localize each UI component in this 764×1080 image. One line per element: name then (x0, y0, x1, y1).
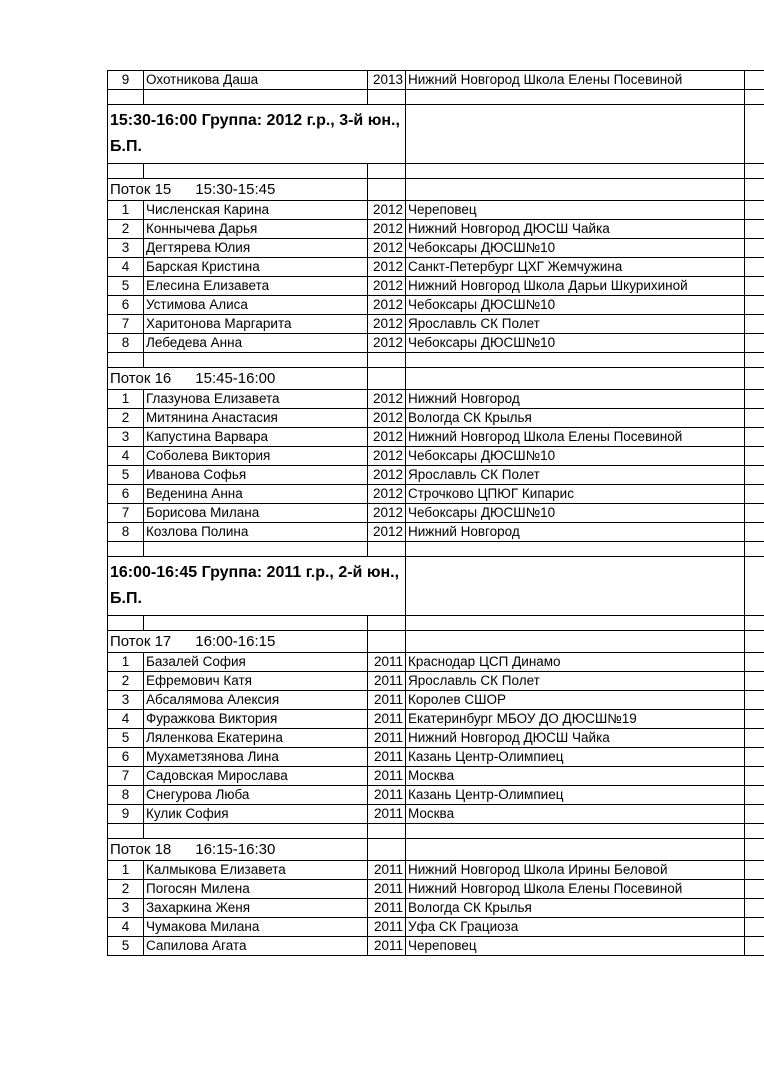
empty-cell (368, 824, 406, 839)
empty-cell (745, 315, 764, 334)
club-name: Краснодар ЦСП Динамо (406, 653, 745, 672)
athlete-name: Глазунова Елизавета (144, 390, 368, 409)
athlete-name: Козлова Полина (144, 523, 368, 542)
table-row (108, 409, 764, 428)
club-name: Екатеринбург МБОУ ДО ДЮСШ№19 (406, 710, 745, 729)
birth-year: 2012 (368, 334, 406, 353)
athlete-name: Барская Кристина (144, 258, 368, 277)
empty-cell (144, 164, 368, 179)
table-row (108, 899, 764, 918)
birth-year: 2012 (368, 296, 406, 315)
empty-cell (368, 839, 406, 861)
athlete-name: Лебедева Анна (144, 334, 368, 353)
athlete-name: Ляленкова Екатерина (144, 729, 368, 748)
row-number: 4 (108, 710, 144, 729)
row-number: 2 (108, 409, 144, 428)
athlete-name: Ефремович Катя (144, 672, 368, 691)
table-row (108, 937, 764, 956)
empty-cell (745, 258, 764, 277)
stream-time: 16:00-16:15 (195, 632, 276, 650)
stream-time: 15:45-16:00 (195, 369, 276, 387)
stream-header-row (108, 839, 764, 861)
empty-cell (406, 557, 745, 616)
table-row (108, 201, 764, 220)
empty-cell (108, 90, 144, 105)
birth-year: 2012 (368, 315, 406, 334)
birth-year: 2012 (368, 220, 406, 239)
empty-cell (745, 691, 764, 710)
empty-cell (745, 653, 764, 672)
empty-cell (745, 672, 764, 691)
table-row (108, 729, 764, 748)
empty-cell (144, 542, 368, 557)
spacer-row (108, 824, 764, 839)
row-number: 8 (108, 523, 144, 542)
row-number: 2 (108, 880, 144, 899)
table-row (108, 390, 764, 409)
club-name: Нижний Новгород (406, 390, 745, 409)
row-number: 4 (108, 258, 144, 277)
empty-cell (108, 616, 144, 631)
empty-cell (368, 368, 406, 390)
birth-year: 2012 (368, 390, 406, 409)
empty-cell (406, 542, 745, 557)
empty-cell (406, 616, 745, 631)
birth-year: 2011 (368, 729, 406, 748)
table-row (108, 447, 764, 466)
row-number: 1 (108, 390, 144, 409)
club-name: Москва (406, 767, 745, 786)
empty-cell (745, 277, 764, 296)
empty-cell (745, 179, 764, 201)
empty-cell (745, 557, 764, 616)
empty-cell (368, 164, 406, 179)
empty-cell (745, 824, 764, 839)
row-number: 2 (108, 672, 144, 691)
empty-cell (406, 839, 745, 861)
group-header-row (108, 105, 764, 164)
table-row (108, 277, 764, 296)
table-row (108, 258, 764, 277)
birth-year: 2011 (368, 748, 406, 767)
empty-cell (368, 542, 406, 557)
table-row (108, 918, 764, 937)
club-name: Ярославль СК Полет (406, 672, 745, 691)
club-name: Чебоксары ДЮСШ№10 (406, 334, 745, 353)
spacer-row (108, 353, 764, 368)
athlete-name: Устимова Алиса (144, 296, 368, 315)
club-name: Вологда СК Крылья (406, 409, 745, 428)
stream-header (108, 368, 368, 390)
birth-year: 2012 (368, 428, 406, 447)
athlete-name: Харитонова Маргарита (144, 315, 368, 334)
table-row (108, 296, 764, 315)
club-name: Королев СШОР (406, 691, 745, 710)
table-row (108, 523, 764, 542)
empty-cell (108, 824, 144, 839)
empty-cell (406, 90, 745, 105)
stream-header (108, 839, 368, 861)
empty-cell (368, 353, 406, 368)
row-number: 6 (108, 296, 144, 315)
empty-cell (745, 296, 764, 315)
empty-cell (745, 710, 764, 729)
empty-cell (745, 428, 764, 447)
table-row (108, 672, 764, 691)
birth-year: 2011 (368, 653, 406, 672)
club-name: Казань Центр-Олимпиец (406, 748, 745, 767)
athlete-name: Фуражкова Виктория (144, 710, 368, 729)
stream-header-row (108, 368, 764, 390)
row-number: 6 (108, 485, 144, 504)
club-name: Строчково ЦПЮГ Кипарис (406, 485, 745, 504)
row-number: 7 (108, 504, 144, 523)
row-number: 5 (108, 466, 144, 485)
club-name: Чебоксары ДЮСШ№10 (406, 447, 745, 466)
birth-year: 2012 (368, 277, 406, 296)
birth-year: 2011 (368, 805, 406, 824)
row-number: 7 (108, 315, 144, 334)
club-name: Ярославль СК Полет (406, 315, 745, 334)
stream-header-row (108, 631, 764, 653)
empty-cell (745, 353, 764, 368)
empty-cell (144, 616, 368, 631)
row-number: 1 (108, 653, 144, 672)
empty-cell (745, 616, 764, 631)
empty-cell (745, 937, 764, 956)
athlete-name: Базалей София (144, 653, 368, 672)
athlete-name: Иванова Софья (144, 466, 368, 485)
athlete-name: Численская Карина (144, 201, 368, 220)
club-name: Череповец (406, 201, 745, 220)
birth-year: 2011 (368, 786, 406, 805)
club-name: Нижний Новгород Школа Елены Посевиной (406, 428, 745, 447)
row-number: 5 (108, 937, 144, 956)
birth-year: 2012 (368, 409, 406, 428)
athlete-name: Кулик София (144, 805, 368, 824)
birth-year: 2011 (368, 672, 406, 691)
empty-cell (406, 353, 745, 368)
club-name: Казань Центр-Олимпиец (406, 786, 745, 805)
empty-cell (745, 409, 764, 428)
table-row (108, 710, 764, 729)
club-name: Нижний Новгород Школа Дарьи Шкурихиной (406, 277, 745, 296)
empty-cell (745, 105, 764, 164)
empty-cell (745, 239, 764, 258)
row-number: 8 (108, 786, 144, 805)
athlete-name: Борисова Милана (144, 504, 368, 523)
club-name: Вологда СК Крылья (406, 899, 745, 918)
table-row (108, 466, 764, 485)
empty-cell (745, 839, 764, 861)
empty-cell (745, 523, 764, 542)
birth-year: 2011 (368, 691, 406, 710)
stream-label: Поток 18 (110, 840, 172, 858)
athlete-name: Елесина Елизавета (144, 277, 368, 296)
athlete-name: Абсалямова Алексия (144, 691, 368, 710)
empty-cell (368, 90, 406, 105)
spacer-row (108, 164, 764, 179)
birth-year: 2012 (368, 447, 406, 466)
empty-cell (406, 368, 745, 390)
empty-cell (745, 767, 764, 786)
row-number: 7 (108, 767, 144, 786)
club-name: Уфа СК Грациоза (406, 918, 745, 937)
group-title: 15:30-16:00 Группа: 2012 г.р., 3-й юн., Б.П. (108, 105, 406, 164)
empty-cell (745, 220, 764, 239)
table-row (108, 334, 764, 353)
empty-cell (745, 90, 764, 105)
club-name: Нижний Новгород (406, 523, 745, 542)
stream-time: 15:30-15:45 (195, 180, 276, 198)
stream-label: Поток 17 (110, 632, 172, 650)
row-number: 1 (108, 861, 144, 880)
table-row (108, 805, 764, 824)
empty-cell (745, 542, 764, 557)
row-number: 6 (108, 748, 144, 767)
athlete-name: Погосян Милена (144, 880, 368, 899)
birth-year: 2012 (368, 504, 406, 523)
birth-year: 2012 (368, 201, 406, 220)
empty-cell (406, 631, 745, 653)
stream-time: 16:15-16:30 (195, 840, 276, 858)
empty-cell (144, 353, 368, 368)
table-row (108, 220, 764, 239)
athlete-name: Мухаметзянова Лина (144, 748, 368, 767)
birth-year: 2011 (368, 937, 406, 956)
row-number: 2 (108, 220, 144, 239)
empty-cell (745, 201, 764, 220)
athlete-name: Захаркина Женя (144, 899, 368, 918)
empty-cell (406, 179, 745, 201)
stream-header-row (108, 179, 764, 201)
empty-cell (745, 447, 764, 466)
row-number: 9 (108, 805, 144, 824)
stream-label: Поток 15 (110, 180, 172, 198)
table-row (108, 428, 764, 447)
row-number: 9 (108, 71, 144, 90)
spacer-row (108, 90, 764, 105)
birth-year: 2012 (368, 239, 406, 258)
birth-year: 2012 (368, 485, 406, 504)
club-name: Санкт-Петербург ЦХГ Жемчужина (406, 258, 745, 277)
empty-cell (745, 899, 764, 918)
stream-label: Поток 16 (110, 369, 172, 387)
group-header-row (108, 557, 764, 616)
empty-cell (745, 504, 764, 523)
table-row (108, 315, 764, 334)
empty-cell (108, 164, 144, 179)
spacer-row (108, 542, 764, 557)
birth-year: 2011 (368, 880, 406, 899)
table-row (108, 653, 764, 672)
empty-cell (745, 631, 764, 653)
empty-cell (368, 179, 406, 201)
row-number: 8 (108, 334, 144, 353)
empty-cell (745, 861, 764, 880)
row-number: 5 (108, 277, 144, 296)
empty-cell (406, 105, 745, 164)
club-name: Чебоксары ДЮСШ№10 (406, 296, 745, 315)
empty-cell (745, 918, 764, 937)
empty-cell (406, 824, 745, 839)
row-number: 4 (108, 447, 144, 466)
empty-cell (745, 786, 764, 805)
athlete-name: Соболева Виктория (144, 447, 368, 466)
club-name: Москва (406, 805, 745, 824)
row-number: 3 (108, 239, 144, 258)
athlete-name: Охотникова Даша (144, 71, 368, 90)
birth-year: 2011 (368, 918, 406, 937)
athlete-name: Сапилова Агата (144, 937, 368, 956)
club-name: Череповец (406, 937, 745, 956)
table-row (108, 767, 764, 786)
empty-cell (745, 805, 764, 824)
table-row (108, 748, 764, 767)
table-row (108, 71, 764, 90)
athlete-name: Дегтярева Юлия (144, 239, 368, 258)
table-row (108, 239, 764, 258)
athlete-name: Веденина Анна (144, 485, 368, 504)
empty-cell (745, 368, 764, 390)
row-number: 3 (108, 899, 144, 918)
schedule-table (107, 70, 764, 956)
club-name: Нижний Новгород ДЮСШ Чайка (406, 729, 745, 748)
empty-cell (745, 485, 764, 504)
birth-year: 2011 (368, 767, 406, 786)
table-row (108, 880, 764, 899)
empty-cell (406, 164, 745, 179)
table-row (108, 691, 764, 710)
group-title: 16:00-16:45 Группа: 2011 г.р., 2-й юн., Б.П. (108, 557, 406, 616)
empty-cell (368, 616, 406, 631)
athlete-name: Калмыкова Елизавета (144, 861, 368, 880)
stream-header (108, 631, 368, 653)
club-name: Чебоксары ДЮСШ№10 (406, 504, 745, 523)
athlete-name: Коннычева Дарья (144, 220, 368, 239)
athlete-name: Митянина Анастасия (144, 409, 368, 428)
empty-cell (144, 90, 368, 105)
athlete-name: Садовская Мирослава (144, 767, 368, 786)
empty-cell (745, 748, 764, 767)
row-number: 3 (108, 428, 144, 447)
empty-cell (745, 334, 764, 353)
athlete-name: Чумакова Милана (144, 918, 368, 937)
row-number: 3 (108, 691, 144, 710)
empty-cell (745, 390, 764, 409)
table-row (108, 504, 764, 523)
club-name: Чебоксары ДЮСШ№10 (406, 239, 745, 258)
birth-year: 2012 (368, 258, 406, 277)
empty-cell (144, 824, 368, 839)
empty-cell (108, 542, 144, 557)
birth-year: 2011 (368, 861, 406, 880)
spacer-row (108, 616, 764, 631)
birth-year: 2012 (368, 466, 406, 485)
athlete-name: Снегурова Люба (144, 786, 368, 805)
birth-year: 2011 (368, 710, 406, 729)
stream-header (108, 179, 368, 201)
empty-cell (745, 466, 764, 485)
table-row (108, 786, 764, 805)
birth-year: 2011 (368, 899, 406, 918)
birth-year: 2013 (368, 71, 406, 90)
empty-cell (745, 164, 764, 179)
table-row (108, 861, 764, 880)
empty-cell (368, 631, 406, 653)
athlete-name: Капустина Варвара (144, 428, 368, 447)
table-row (108, 485, 764, 504)
club-name: Нижний Новгород Школа Елены Посевиной (406, 880, 745, 899)
club-name: Нижний Новгород ДЮСШ Чайка (406, 220, 745, 239)
birth-year: 2012 (368, 523, 406, 542)
row-number: 4 (108, 918, 144, 937)
empty-cell (745, 880, 764, 899)
row-number: 5 (108, 729, 144, 748)
empty-cell (108, 353, 144, 368)
row-number: 1 (108, 201, 144, 220)
empty-cell (745, 71, 764, 90)
club-name: Ярославль СК Полет (406, 466, 745, 485)
empty-cell (745, 729, 764, 748)
club-name: Нижний Новгород Школа Ирины Беловой (406, 861, 745, 880)
club-name: Нижний Новгород Школа Елены Посевиной (406, 71, 745, 90)
